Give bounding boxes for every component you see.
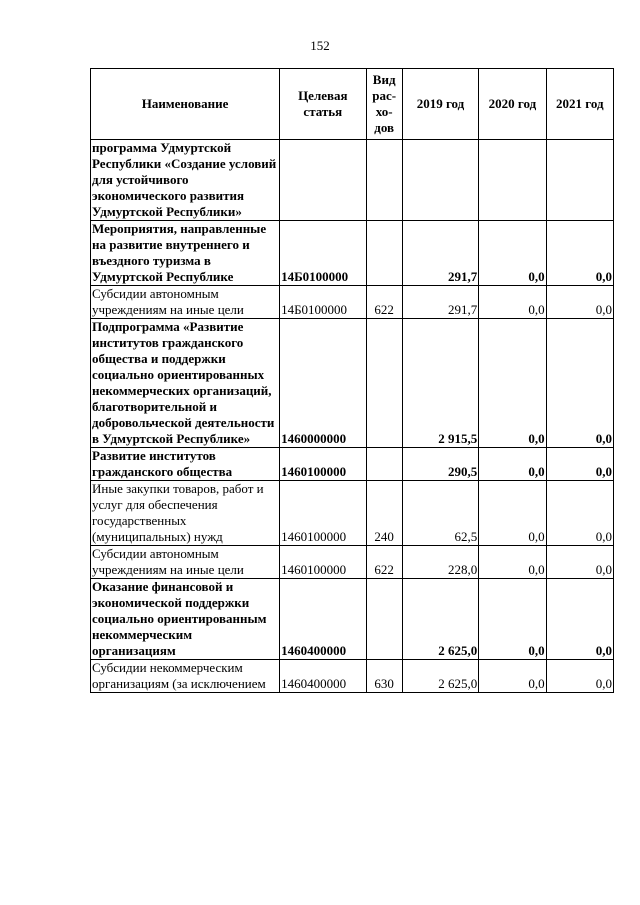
table-row bbox=[91, 448, 614, 481]
row-2019: 291,7 bbox=[402, 221, 478, 286]
row-name: Подпрограмма «Развитие институтов гражданского общества и поддержки социально ориентированных некоммерческих организаций, благотворительной и добровольческой деятельности в Удмуртской Республике» bbox=[91, 319, 280, 448]
row-name: Субсидии некоммерческим организациям (за исключением bbox=[91, 660, 280, 693]
row-2021: 0,0 bbox=[546, 286, 613, 319]
row-2020 bbox=[479, 140, 546, 221]
table-row bbox=[91, 140, 614, 221]
row-2019: 290,5 bbox=[402, 448, 478, 481]
row-vid: 240 bbox=[366, 481, 402, 546]
table-row bbox=[91, 481, 614, 546]
row-2021: 0,0 bbox=[546, 481, 613, 546]
row-vid bbox=[366, 319, 402, 448]
header-2019: 2019 год bbox=[402, 69, 478, 140]
row-code: 1460400000 bbox=[280, 660, 366, 693]
row-vid: 622 bbox=[366, 286, 402, 319]
row-vid bbox=[366, 140, 402, 221]
row-code: 1460000000 bbox=[280, 319, 366, 448]
header-vid: Вид рас-хо-дов bbox=[366, 69, 402, 140]
row-2021 bbox=[546, 140, 613, 221]
budget-table bbox=[90, 68, 614, 693]
table-row bbox=[91, 660, 614, 693]
row-code: 14Б0100000 bbox=[280, 286, 366, 319]
row-vid: 630 bbox=[366, 660, 402, 693]
row-2021: 0,0 bbox=[546, 319, 613, 448]
table-row bbox=[91, 221, 614, 286]
row-2019: 2 625,0 bbox=[402, 579, 478, 660]
table-row bbox=[91, 546, 614, 579]
row-2020: 0,0 bbox=[479, 579, 546, 660]
table-header-row bbox=[91, 69, 614, 140]
row-2020: 0,0 bbox=[479, 481, 546, 546]
table-row bbox=[91, 579, 614, 660]
header-code: Целевая статья bbox=[280, 69, 366, 140]
row-2019: 2 915,5 bbox=[402, 319, 478, 448]
row-2020: 0,0 bbox=[479, 546, 546, 579]
row-2020: 0,0 bbox=[479, 221, 546, 286]
row-vid bbox=[366, 221, 402, 286]
row-code: 1460100000 bbox=[280, 448, 366, 481]
header-2021: 2021 год bbox=[546, 69, 613, 140]
row-vid: 622 bbox=[366, 546, 402, 579]
row-code: 1460400000 bbox=[280, 579, 366, 660]
table-row bbox=[91, 319, 614, 448]
page-number: 152 bbox=[310, 38, 330, 53]
row-2019 bbox=[402, 140, 478, 221]
header-name: Наименование bbox=[91, 69, 280, 140]
row-code: 1460100000 bbox=[280, 481, 366, 546]
row-2021: 0,0 bbox=[546, 546, 613, 579]
row-2021: 0,0 bbox=[546, 660, 613, 693]
row-2019: 228,0 bbox=[402, 546, 478, 579]
table-row bbox=[91, 286, 614, 319]
row-2020: 0,0 bbox=[479, 660, 546, 693]
row-2019: 62,5 bbox=[402, 481, 478, 546]
row-2020: 0,0 bbox=[479, 286, 546, 319]
row-2021: 0,0 bbox=[546, 448, 613, 481]
row-name: программа Удмуртской Республики «Создание условий для устойчивого экономического развития Удмуртской Республики» bbox=[91, 140, 280, 221]
row-name: Оказание финансовой и экономической поддержки социально ориентированным некоммерческим организациям bbox=[91, 579, 280, 660]
row-2019: 291,7 bbox=[402, 286, 478, 319]
row-2019: 2 625,0 bbox=[402, 660, 478, 693]
row-code bbox=[280, 140, 366, 221]
row-2021: 0,0 bbox=[546, 221, 613, 286]
row-name: Иные закупки товаров, работ и услуг для обеспечения государственных (муниципальных) нужд bbox=[91, 481, 280, 546]
row-2020: 0,0 bbox=[479, 448, 546, 481]
row-vid bbox=[366, 579, 402, 660]
row-name: Субсидии автономным учреждениям на иные цели bbox=[91, 286, 280, 319]
row-2020: 0,0 bbox=[479, 319, 546, 448]
row-code: 14Б0100000 bbox=[280, 221, 366, 286]
row-name: Мероприятия, направленные на развитие внутреннего и въездного туризма в Удмуртской Республике bbox=[91, 221, 280, 286]
row-vid bbox=[366, 448, 402, 481]
header-2020: 2020 год bbox=[479, 69, 546, 140]
row-name: Развитие институтов гражданского общества bbox=[91, 448, 280, 481]
row-code: 1460100000 bbox=[280, 546, 366, 579]
row-name: Субсидии автономным учреждениям на иные цели bbox=[91, 546, 280, 579]
row-2021: 0,0 bbox=[546, 579, 613, 660]
